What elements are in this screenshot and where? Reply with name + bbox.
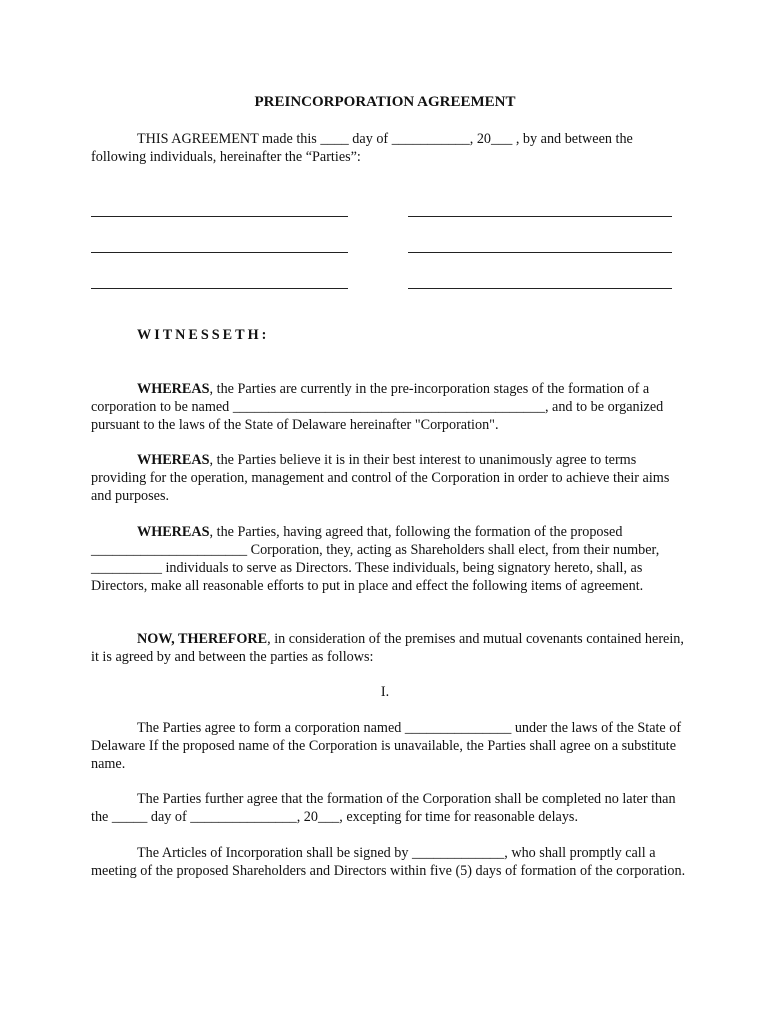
witnesseth-heading: WITNESSETH: [137,327,270,343]
whereas-paragraph-1 [91,380,691,434]
whereas-paragraph-3 [91,523,691,595]
party-line-right-3[interactable] [408,288,672,289]
party-line-right-2[interactable] [408,252,672,253]
party-line-right-1[interactable] [408,216,672,217]
agreement-paragraph-3: The Articles of Incorporation shall be signed by _____________, who shall promptly call a meeting of the proposed Shareholders and Directors within five (5) days of formation of the corporation. [91,845,686,879]
agreement-paragraph-1: The Parties agree to form a corporation named _______________ under the laws of the State of Delaware If the proposed name of the Corporation is unavailable, the Parties shall agree on a substitute name. [91,720,682,772]
party-line-left-2[interactable] [91,252,348,253]
now-therefore-text: , in consideration of the premises and mutual covenants contained herein, it is agreed by and between the parties as follows: [91,631,684,665]
section-numeral: I. [380,684,390,700]
now-therefore-paragraph [91,630,691,666]
whereas-text: , the Parties, having agreed that, following the formation of the proposed ______________________ Corporation, they, acting as Shareholders shall elect, from their number, __________ individuals to serve as Directors. These individuals, being signatory hereto, shall, as Directors, make all reasonable efforts to put in place and effect the following items of agreement. [91,524,660,594]
intro-paragraph: THIS AGREEMENT made this ____ day of ___________, 20___ , by and between the following individuals, hereinafter the “Parties”: [91,131,633,165]
whereas-lead: WHEREAS [137,452,210,468]
whereas-text: , the Parties believe it is in their best interest to unanimously agree to terms providing for the operation, management and control of the Corporation in order to achieve their aims and purposes. [91,452,670,504]
party-line-left-1[interactable] [91,216,348,217]
whereas-text: , the Parties are currently in the pre-incorporation stages of the formation of a corporation to be named ____________________________________________, and to be organized pursuant to the laws of the State of Delaware hereinafter "Corporation". [91,381,664,433]
whereas-lead: WHEREAS [137,524,210,540]
whereas-paragraph-2 [91,451,691,505]
agreement-paragraph-2: The Parties further agree that the formation of the Corporation shall be completed no later than the _____ day of _______________, 20___, excepting for time for reasonable delays. [91,791,676,825]
now-therefore-lead: NOW, THEREFORE [137,631,268,647]
party-line-left-3[interactable] [91,288,348,289]
document-title: PREINCORPORATION AGREEMENT [254,94,516,110]
whereas-lead: WHEREAS [137,381,210,397]
